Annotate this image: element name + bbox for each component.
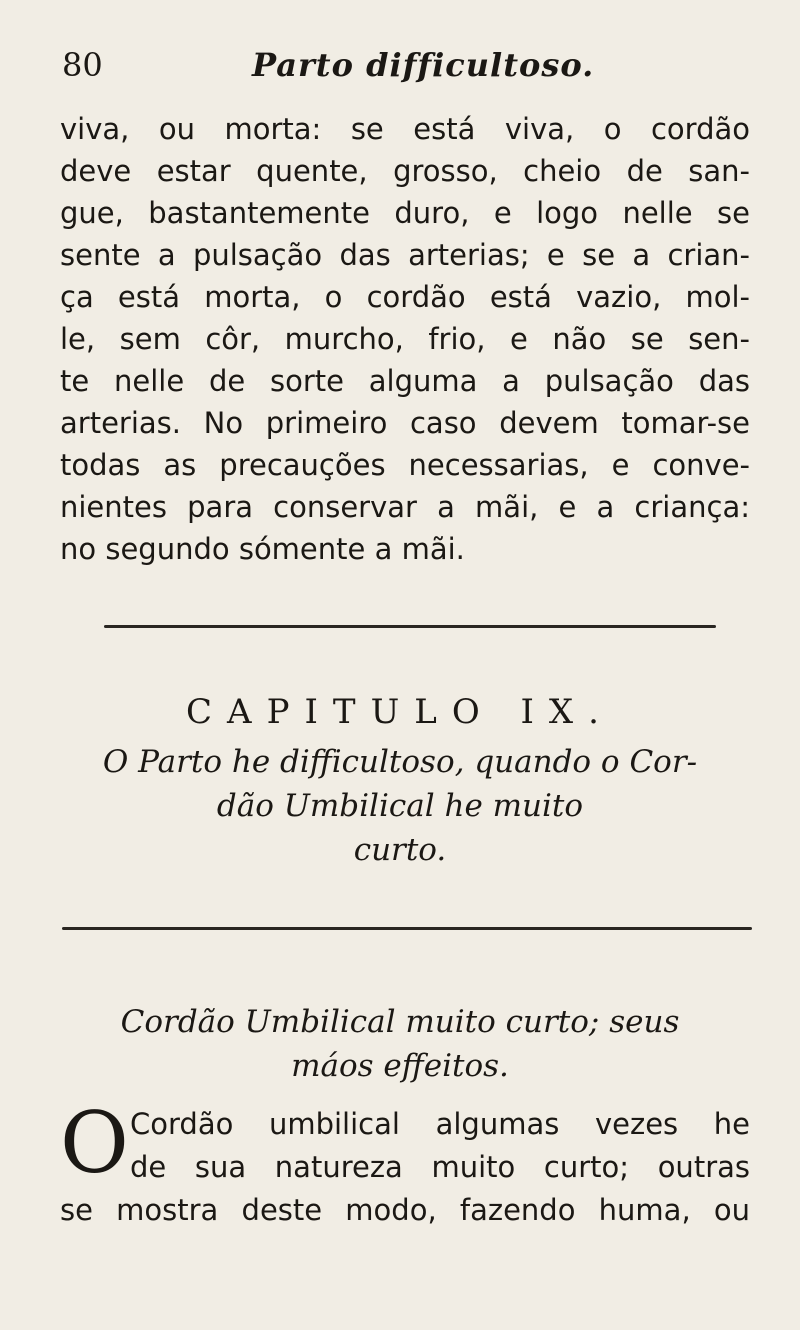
text-line: gue, bastantemente duro, e logo nelle se: [60, 196, 750, 230]
text-line: se mostra deste modo, fazendo huma, ou: [60, 1193, 750, 1227]
section-heading-line: máos effeitos.: [291, 1048, 509, 1084]
page-number: 80: [62, 46, 103, 84]
chapter-subtitle: [0, 740, 800, 872]
section-paragraph: [60, 1094, 750, 1233]
section-heading: [0, 1000, 800, 1088]
chapter-subtitle-line: O Parto he difficultoso, quando o Cor-: [102, 744, 698, 780]
running-head: Parto difficultoso.: [252, 46, 595, 84]
text-line: nientes para conservar a mãi, e a criança:: [60, 490, 750, 524]
chapter-top-rule: [104, 625, 716, 628]
text-line: te nelle de sorte alguma a pulsação das: [60, 364, 750, 398]
text-line: arterias. No primeiro caso devem tomar-se: [60, 406, 750, 440]
drop-cap: O: [60, 1094, 129, 1192]
text-line: sente a pulsação das arterias; e se a crian-: [60, 238, 750, 272]
chapter-bottom-rule: [62, 927, 752, 930]
page-header: [62, 40, 742, 90]
text-line: de sua natureza muito curto; outras: [130, 1150, 750, 1184]
chapter-subtitle-line: curto.: [353, 832, 447, 868]
text-line: viva, ou morta: se está viva, o cordão: [60, 112, 750, 146]
text-line: ça está morta, o cordão está vazio, mol-: [60, 280, 750, 314]
section-heading-line: Cordão Umbilical muito curto; seus: [120, 1004, 680, 1040]
chapter-subtitle-line: dão Umbilical he muito: [216, 788, 584, 824]
text-line: no segundo sómente a mãi.: [60, 532, 465, 566]
chapter-title: CAPITULO IX.: [186, 692, 614, 732]
text-line: todas as precauções necessarias, e conve-: [60, 448, 750, 482]
text-line: Cordão umbilical algumas vezes he: [130, 1107, 750, 1141]
text-line: deve estar quente, grosso, cheio de san-: [60, 154, 750, 188]
text-line: le, sem côr, murcho, frio, e não se sen-: [60, 322, 750, 356]
opening-text: [60, 108, 750, 570]
